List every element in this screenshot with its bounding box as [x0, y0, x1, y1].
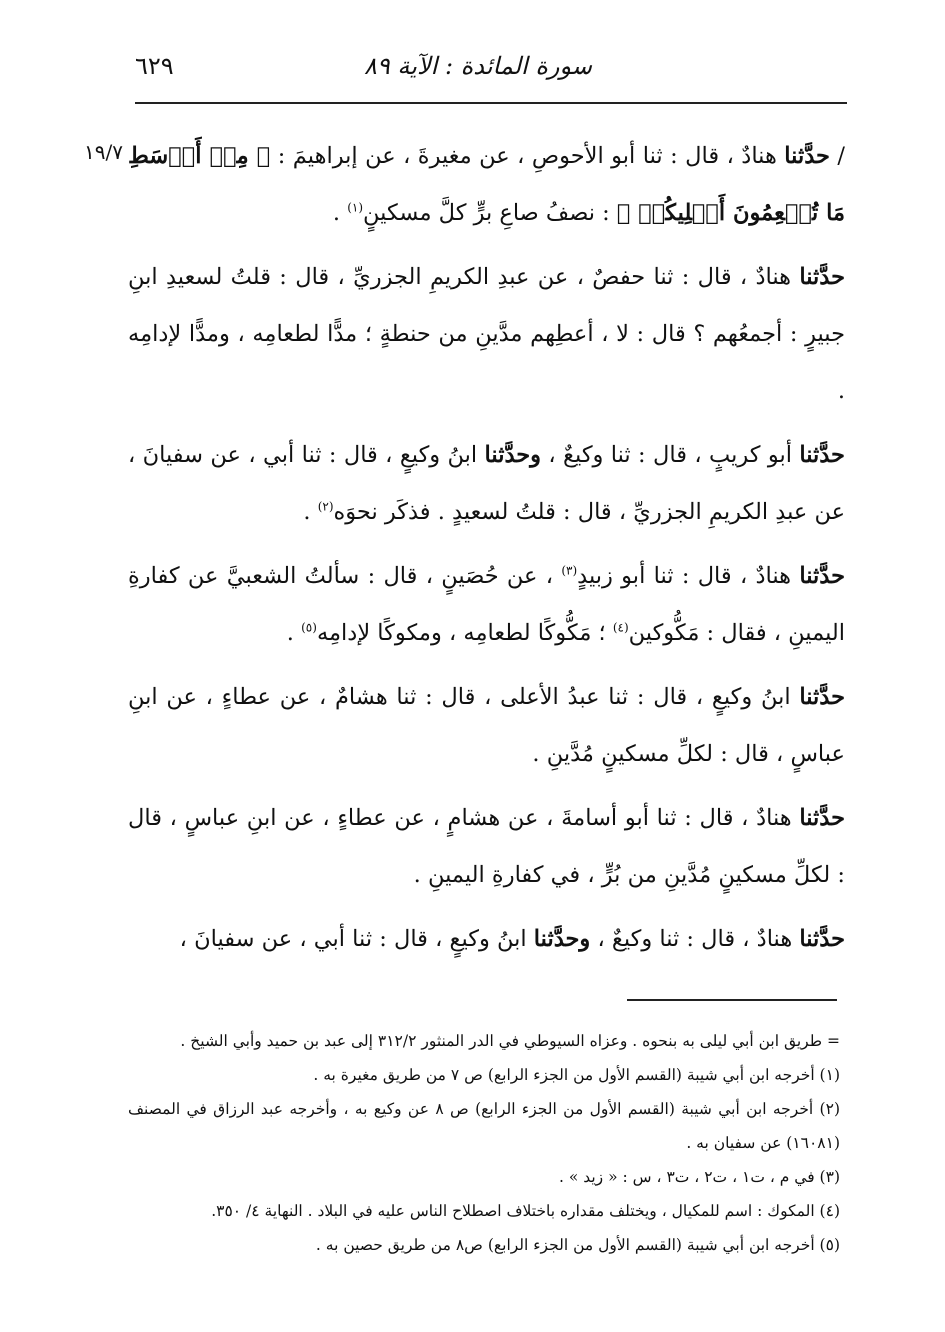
- chain-keyword: حدَّثنا: [784, 143, 830, 169]
- paragraph-text: ؛ مَكُّوكًا لطعامِه ، ومكوكًا لإدامِه: [316, 620, 613, 646]
- paragraph-5: [128, 669, 845, 783]
- paragraph-6: [128, 790, 845, 904]
- margin-reference: ١٩/٧: [84, 140, 123, 164]
- paragraph-2: [128, 249, 845, 420]
- chain-keyword: حدَّثنا: [799, 563, 845, 589]
- footnote-marker[interactable]: (٢): [317, 499, 334, 514]
- chain-keyword: حدَّثنا: [799, 684, 845, 710]
- paragraph-text: ابنُ وكيعٍ ، قال : ثنا أبي ، عن سفيانَ ، عن عبدِ الكريمِ الجزريِّ ، قال : قلتُ لسعيدٍ . فذكَر نحوَه: [128, 442, 845, 525]
- footnote-marker[interactable]: (١): [347, 200, 364, 215]
- footnote-3: (٣) في م ، ت١ ، ت٢ ، ت٣ ، س : « زيد » .: [558, 1168, 840, 1186]
- paragraph-text: هنادٌ ، قال : ثنا أبو زبيدٍ: [577, 563, 800, 589]
- paragraph-text: أبو كريبٍ ، قال : ثنا وكيعٌ ،: [541, 442, 800, 468]
- paragraph-4: [128, 548, 845, 662]
- chain-keyword: وحدَّثنا: [484, 442, 542, 468]
- header-rule: [135, 102, 847, 104]
- paragraph-end: .: [303, 499, 318, 525]
- paragraph-text: ابنُ وكيعٍ ، قال : ثنا أبي ، عن سفيانَ ،: [179, 926, 534, 952]
- footnote-marker[interactable]: (٣): [561, 563, 578, 578]
- chain-keyword: حدَّثنا: [799, 264, 845, 290]
- footnote-marker[interactable]: (٥): [301, 620, 317, 635]
- main-text: [128, 128, 845, 975]
- running-title: سورة المائدة : الآية ٨٩: [364, 52, 592, 80]
- footnote-marker[interactable]: (٤): [612, 620, 629, 635]
- chain-keyword: حدَّثنا: [799, 805, 845, 831]
- paragraph-text: هنادٌ ، قال : ثنا أبو الأحوصِ ، عن مغيرةَ ، عن إبراهيمَ :: [270, 143, 785, 169]
- paragraph-text: ، عن حُصَينٍ ، قال : سألتُ الشعبيَّ عن كفارةِ اليمينِ ، فقال : مَكُّوكين: [128, 563, 845, 646]
- footnote-continuation: = طريق ابن أبي ليلى به بنحوه . وعزاه السيوطي في الدر المنثور ٣١٢/٢ إلى عبد بن حميد وأبي الشيخ .: [180, 1032, 840, 1050]
- running-head: [135, 52, 847, 92]
- paragraph-1: [128, 128, 845, 242]
- footnote-rule: [627, 999, 837, 1001]
- paragraph-text: هنادٌ ، قال : ثنا حفصٌ ، عن عبدِ الكريمِ الجزريِّ ، قال : قلتُ لسعيدِ ابنِ جبيرٍ : أجمعُهم ؟ قال : لا ، أعطِهم مدَّينِ من حنطةٍ ؛ مدًّا لطعامِه ، ومدًّا لإدامِه .: [128, 264, 845, 404]
- paragraph-text: : نصفُ صاعِ برٍّ كلَّ مسكينٍ: [363, 200, 617, 226]
- chain-keyword: وحدَّثنا: [533, 926, 591, 952]
- footnote-2: (٢) أخرجه ابن أبي شيبة (القسم الأول من الجزء الرابع) ص ٨ عن وكيع به ، وأخرجه عبد الرزاق في المصنف: [128, 1100, 840, 1118]
- footnote-5: (٥) أخرجه ابن أبي شيبة (القسم الأول من الجزء الرابع) ص٨ من طريق حصين به .: [315, 1236, 840, 1254]
- paragraph-7: [128, 911, 845, 968]
- chain-keyword: حدَّثنا: [799, 442, 845, 468]
- paragraph-text: هنادٌ ، قال : ثنا أبو أسامةَ ، عن هشامٍ ، عن عطاءٍ ، عن ابنِ عباسٍ ، قال : لكلِّ مسكينٍ مُدَّينِ من بُرٍّ ، في كفارةِ اليمينِ .: [128, 805, 845, 888]
- footnote-2-continued: (١٦٠٨١) عن سفيان به .: [686, 1134, 840, 1152]
- quran-quote: ﴿ مِنۡ أَوۡسَطِ مَا تُطۡعِمُونَ أَهۡلِيكُمۡ ﴾: [128, 143, 845, 226]
- paragraph-text: هنادٌ ، قال : ثنا وكيعٌ ،: [590, 926, 800, 952]
- chain-keyword: حدَّثنا: [799, 926, 845, 952]
- paragraph-end: .: [332, 200, 348, 226]
- paragraph-text: ابنُ وكيعٍ ، قال : ثنا عبدُ الأعلى ، قال : ثنا هشامٌ ، عن عطاءٍ ، عن ابنِ عباسٍ ، قال : لكلِّ مسكينٍ مُدَّينِ .: [128, 684, 845, 767]
- slash-mark: /: [837, 143, 845, 169]
- page-number: ٦٢٩: [135, 52, 174, 80]
- paragraph-end: .: [286, 620, 302, 646]
- footnote-4: (٤) المكوك : اسم للمكيال ، ويختلف مقداره باختلاف اصطلاح الناس عليه في البلاد . النهاية ٤/ ٣٥٠.: [211, 1202, 840, 1220]
- footnote-1: (١) أخرجه ابن أبي شيبة (القسم الأول من الجزء الرابع) ص ٧ من طريق مغيرة به .: [313, 1066, 840, 1084]
- paragraph-3: [128, 427, 845, 541]
- footnotes: [128, 1024, 840, 1262]
